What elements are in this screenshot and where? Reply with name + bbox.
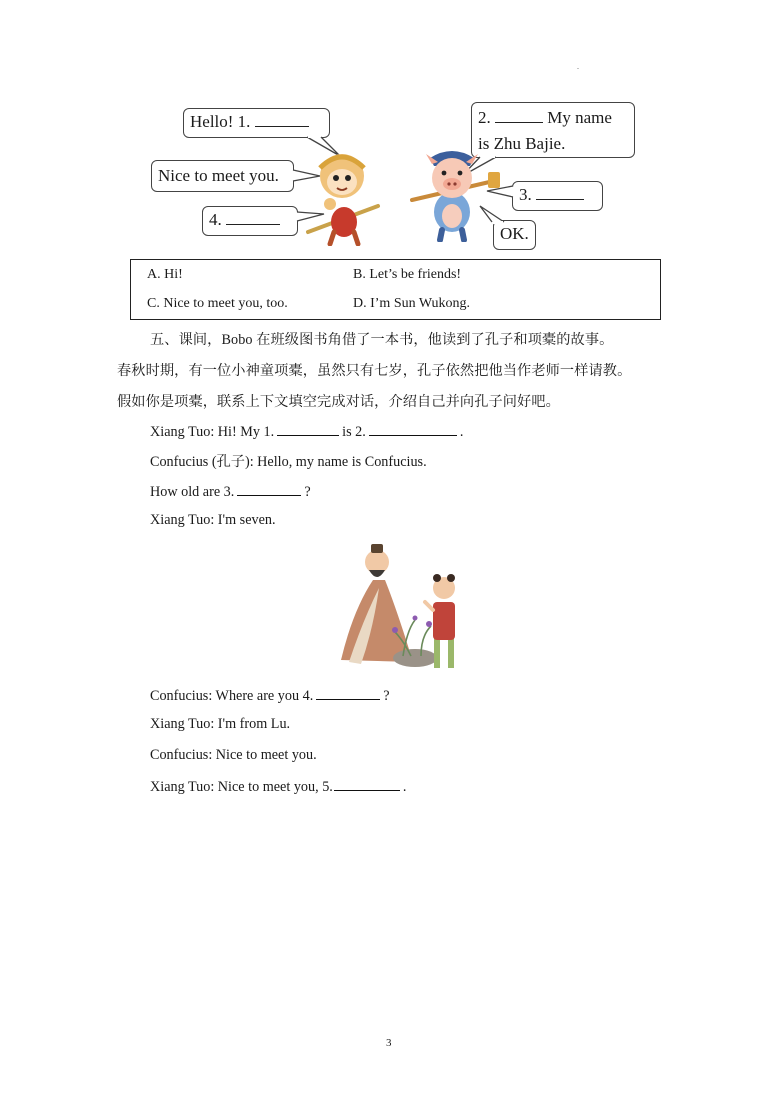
- bubble-name-line2: is Zhu Bajie.: [478, 134, 566, 153]
- bubble-three-text: 3.: [519, 185, 536, 204]
- d3-pre: How old are 3.: [150, 484, 235, 500]
- blank-5-1[interactable]: [277, 422, 339, 436]
- bubble-nice-text: Nice to meet you.: [158, 166, 279, 185]
- option-d: D. I’m Sun Wukong.: [353, 296, 471, 311]
- bubble-four: [202, 206, 298, 236]
- dialogue-line-2: Confucius (孔子): Hello, my name is Confucius.: [150, 454, 427, 470]
- bubble-hello-text: Hello! 1.: [190, 112, 255, 131]
- blank-2[interactable]: [495, 106, 543, 123]
- dialogue-line-7: Confucius: Nice to meet you.: [150, 747, 317, 763]
- d8-pre: Xiang Tuo: Nice to meet you, 5.: [150, 779, 333, 795]
- bubble-hello: [183, 108, 330, 138]
- d3-end: ?: [304, 484, 311, 500]
- sun-wukong-illustration: [300, 146, 390, 246]
- bubble-four-text: 4.: [209, 210, 226, 229]
- d1-pre: Xiang Tuo: Hi! My 1.: [150, 424, 275, 440]
- d1-end: .: [459, 424, 464, 440]
- zhu-bajie-illustration: [408, 146, 504, 242]
- dialogue-line-4: Xiang Tuo: I'm seven.: [150, 512, 276, 528]
- confucius-xiangtuo-illustration: [333, 540, 479, 672]
- section5-intro-line1: 五、课间，Bobo 在班级图书角借了一本书，他读到了孔子和项橐的故事。: [150, 332, 614, 348]
- d8-end: .: [402, 779, 407, 795]
- blank-5-2[interactable]: [369, 422, 457, 436]
- bubble-name-text: My name: [543, 108, 612, 127]
- blank-5-4[interactable]: [316, 686, 380, 700]
- blank-5-3[interactable]: [237, 482, 301, 496]
- d5-end: ?: [383, 688, 390, 704]
- d5-pre: Confucius: Where are you 4.: [150, 688, 314, 704]
- dialogue-line-6: Xiang Tuo: I'm from Lu.: [150, 716, 291, 732]
- section5-intro-line2: 春秋时期，有一位小神童项橐，虽然只有七岁，孔子依然把他当作老师一样请教。: [117, 363, 632, 379]
- dialogue-line-8: [150, 777, 406, 796]
- bubble-three: [512, 181, 603, 211]
- corner-mark: .: [577, 62, 579, 71]
- blank-5-5[interactable]: [334, 777, 400, 791]
- blank-3[interactable]: [536, 183, 584, 200]
- bubble-name-num: 2.: [478, 108, 495, 127]
- dialogue-line-5: [150, 686, 390, 705]
- dialogue-line-1: [150, 422, 463, 441]
- d1-mid: is 2.: [342, 424, 366, 440]
- option-c: C. Nice to meet you, too.: [147, 296, 288, 311]
- blank-4[interactable]: [226, 208, 280, 225]
- bubble-ok-text: OK.: [500, 224, 529, 243]
- bubble-nice: [151, 160, 294, 192]
- blank-1[interactable]: [255, 110, 309, 127]
- page-number: 3: [386, 1037, 392, 1049]
- option-a: A. Hi!: [147, 267, 183, 282]
- option-b: B. Let’s be friends!: [353, 267, 462, 282]
- answer-options-box: [130, 259, 661, 320]
- dialogue-line-3: [150, 482, 311, 501]
- section5-intro-line3: 假如你是项橐，联系上下文填空完成对话，介绍自己并向孔子问好吧。: [117, 394, 560, 410]
